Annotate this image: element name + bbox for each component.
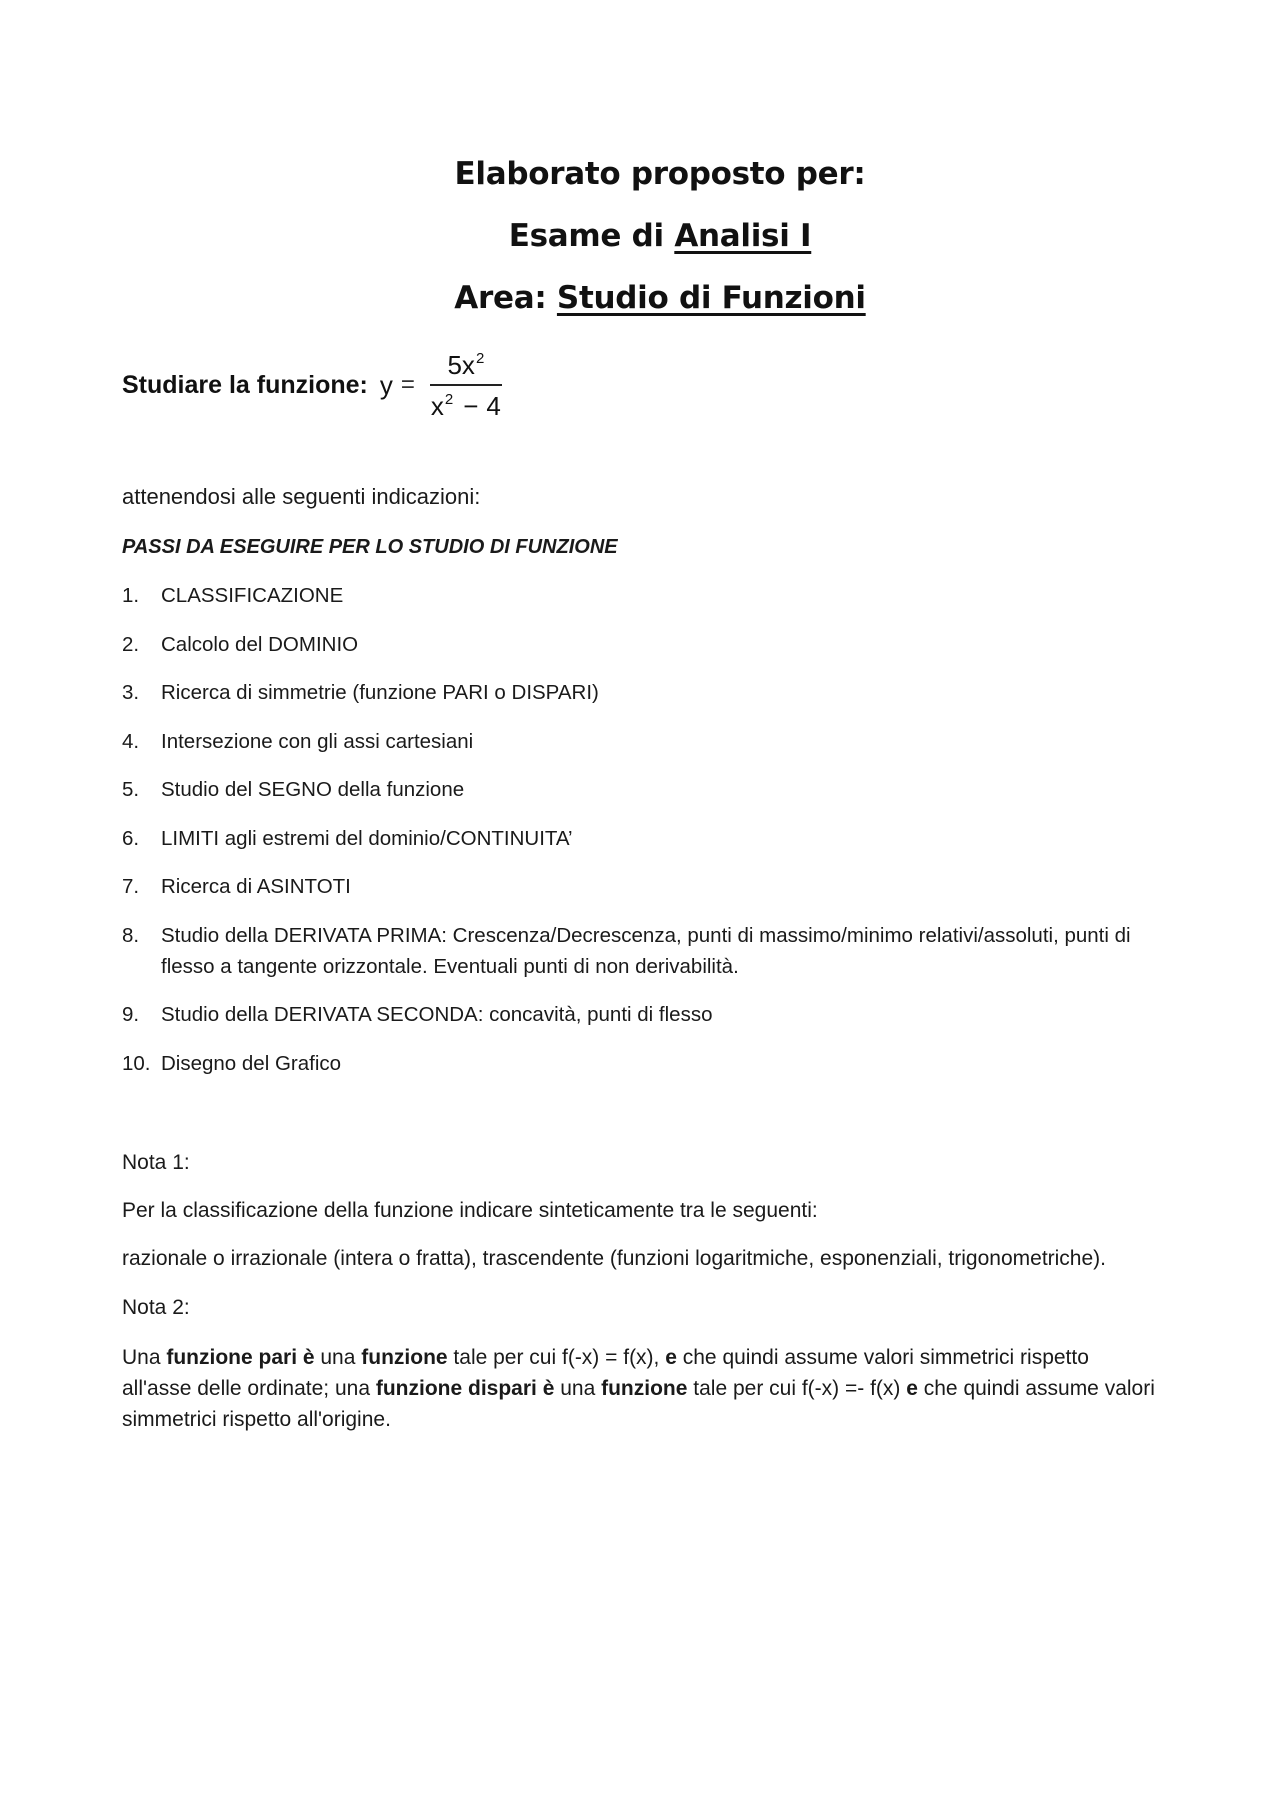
fraction-denominator — [425, 386, 507, 419]
step-text: CLASSIFICAZIONE — [161, 584, 344, 607]
header-area — [0, 280, 1280, 316]
list-item — [122, 871, 1182, 902]
numerator-exponent: 2 — [475, 350, 485, 368]
step-number: 4. — [122, 729, 140, 753]
step-number: 8. — [122, 923, 140, 947]
list-item — [122, 1048, 1182, 1079]
step-text: Ricerca di simmetrie (funzione PARI o DISPARI) — [161, 681, 599, 704]
step-text: Disegno del Grafico — [161, 1051, 342, 1075]
function-label: Studiare la funzione: — [122, 370, 368, 399]
note2-part: una — [554, 1377, 602, 1400]
denominator-constant: 4 — [486, 390, 501, 421]
step-number: 3. — [122, 681, 140, 704]
list-item — [122, 999, 1182, 1030]
header-exam — [0, 218, 1280, 254]
note2-part: Una — [122, 1346, 167, 1369]
list-item — [122, 726, 1182, 757]
denominator-base: x — [430, 390, 444, 421]
step-text: Studio della DERIVATA PRIMA: Crescenza/Decrescenza, punti di massimo/minimo relativi/assoluti, punti di flesso a tangente orizzontale. Eventuali punti di non derivabilità. — [161, 923, 1131, 978]
numerator-base: 5x — [447, 350, 475, 381]
intro-text: attenendosi alle seguenti indicazioni: — [122, 484, 481, 509]
note2-bold: funzione — [361, 1346, 448, 1369]
note2-bold: e — [906, 1377, 918, 1400]
header-exam-subject: Analisi I — [674, 218, 812, 254]
note2-part: tale per cui f(-x) = f(x), — [447, 1346, 666, 1369]
step-text: Studio della DERIVATA SECONDA: concavità, punti di flesso — [161, 1003, 713, 1026]
list-item — [122, 920, 1182, 982]
step-text: Intersezione con gli assi cartesiani — [161, 729, 474, 753]
step-number: 9. — [122, 1003, 140, 1026]
list-item — [122, 629, 1182, 660]
list-item — [122, 774, 1182, 805]
note2-bold: funzione — [601, 1377, 688, 1400]
steps-title: PASSI DA ESEGUIRE PER LO STUDIO DI FUNZIONE — [122, 536, 618, 558]
note2-title: Nota 2: — [122, 1296, 190, 1319]
function-fraction — [425, 351, 507, 419]
header-title — [0, 156, 1280, 192]
step-number: 5. — [122, 778, 140, 801]
fraction-numerator — [441, 351, 490, 384]
note2-text — [122, 1342, 1162, 1435]
step-number: 7. — [122, 875, 140, 898]
note2-bold: e — [665, 1346, 677, 1369]
header-line1: Elaborato proposto per: — [454, 156, 866, 192]
list-item — [122, 677, 1182, 708]
header-area-prefix: Area: — [454, 280, 557, 316]
step-number: 6. — [122, 826, 140, 850]
list-item — [122, 823, 1182, 854]
note2-part: che quindi assume valori simmetrici rispetto all'origine. — [122, 1377, 1155, 1431]
function-statement — [122, 345, 507, 425]
header-area-topic: Studio di Funzioni — [556, 280, 866, 316]
steps-list — [122, 580, 1182, 1096]
step-number: 1. — [122, 584, 140, 607]
note2-bold: funzione pari è — [166, 1346, 315, 1369]
denominator-exponent: 2 — [444, 390, 454, 408]
header-exam-prefix: Esame di — [508, 218, 675, 254]
step-text: Calcolo del DOMINIO — [161, 632, 359, 656]
denominator-minus: − — [463, 390, 479, 421]
list-item — [122, 580, 1182, 611]
note1-title: Nota 1: — [122, 1151, 190, 1174]
step-text: LIMITI agli estremi del dominio/CONTINUITA’ — [161, 826, 573, 850]
function-variable: y — [379, 369, 393, 400]
step-number: 2. — [122, 632, 140, 656]
step-number: 10. — [122, 1051, 151, 1075]
equals-sign: = — [400, 371, 415, 398]
note2-part: una — [314, 1346, 362, 1369]
note2-part: che quindi assume valori simmetrici rispetto all'asse delle ordinate; una — [122, 1346, 1089, 1400]
note1-text: Per la classificazione della funzione indicare sinteticamente tra le seguenti: — [122, 1199, 818, 1222]
step-text: Studio del SEGNO della funzione — [161, 778, 465, 801]
step-text: Ricerca di ASINTOTI — [161, 875, 351, 898]
note1-classification-list: razionale o irrazionale (intera o fratta), trascendente (funzioni logaritmiche, esponenziali, trigonometriche). — [122, 1247, 1106, 1270]
note2-bold: funzione dispari è — [375, 1377, 555, 1400]
note2-part: tale per cui f(-x) =- f(x) — [687, 1377, 907, 1400]
